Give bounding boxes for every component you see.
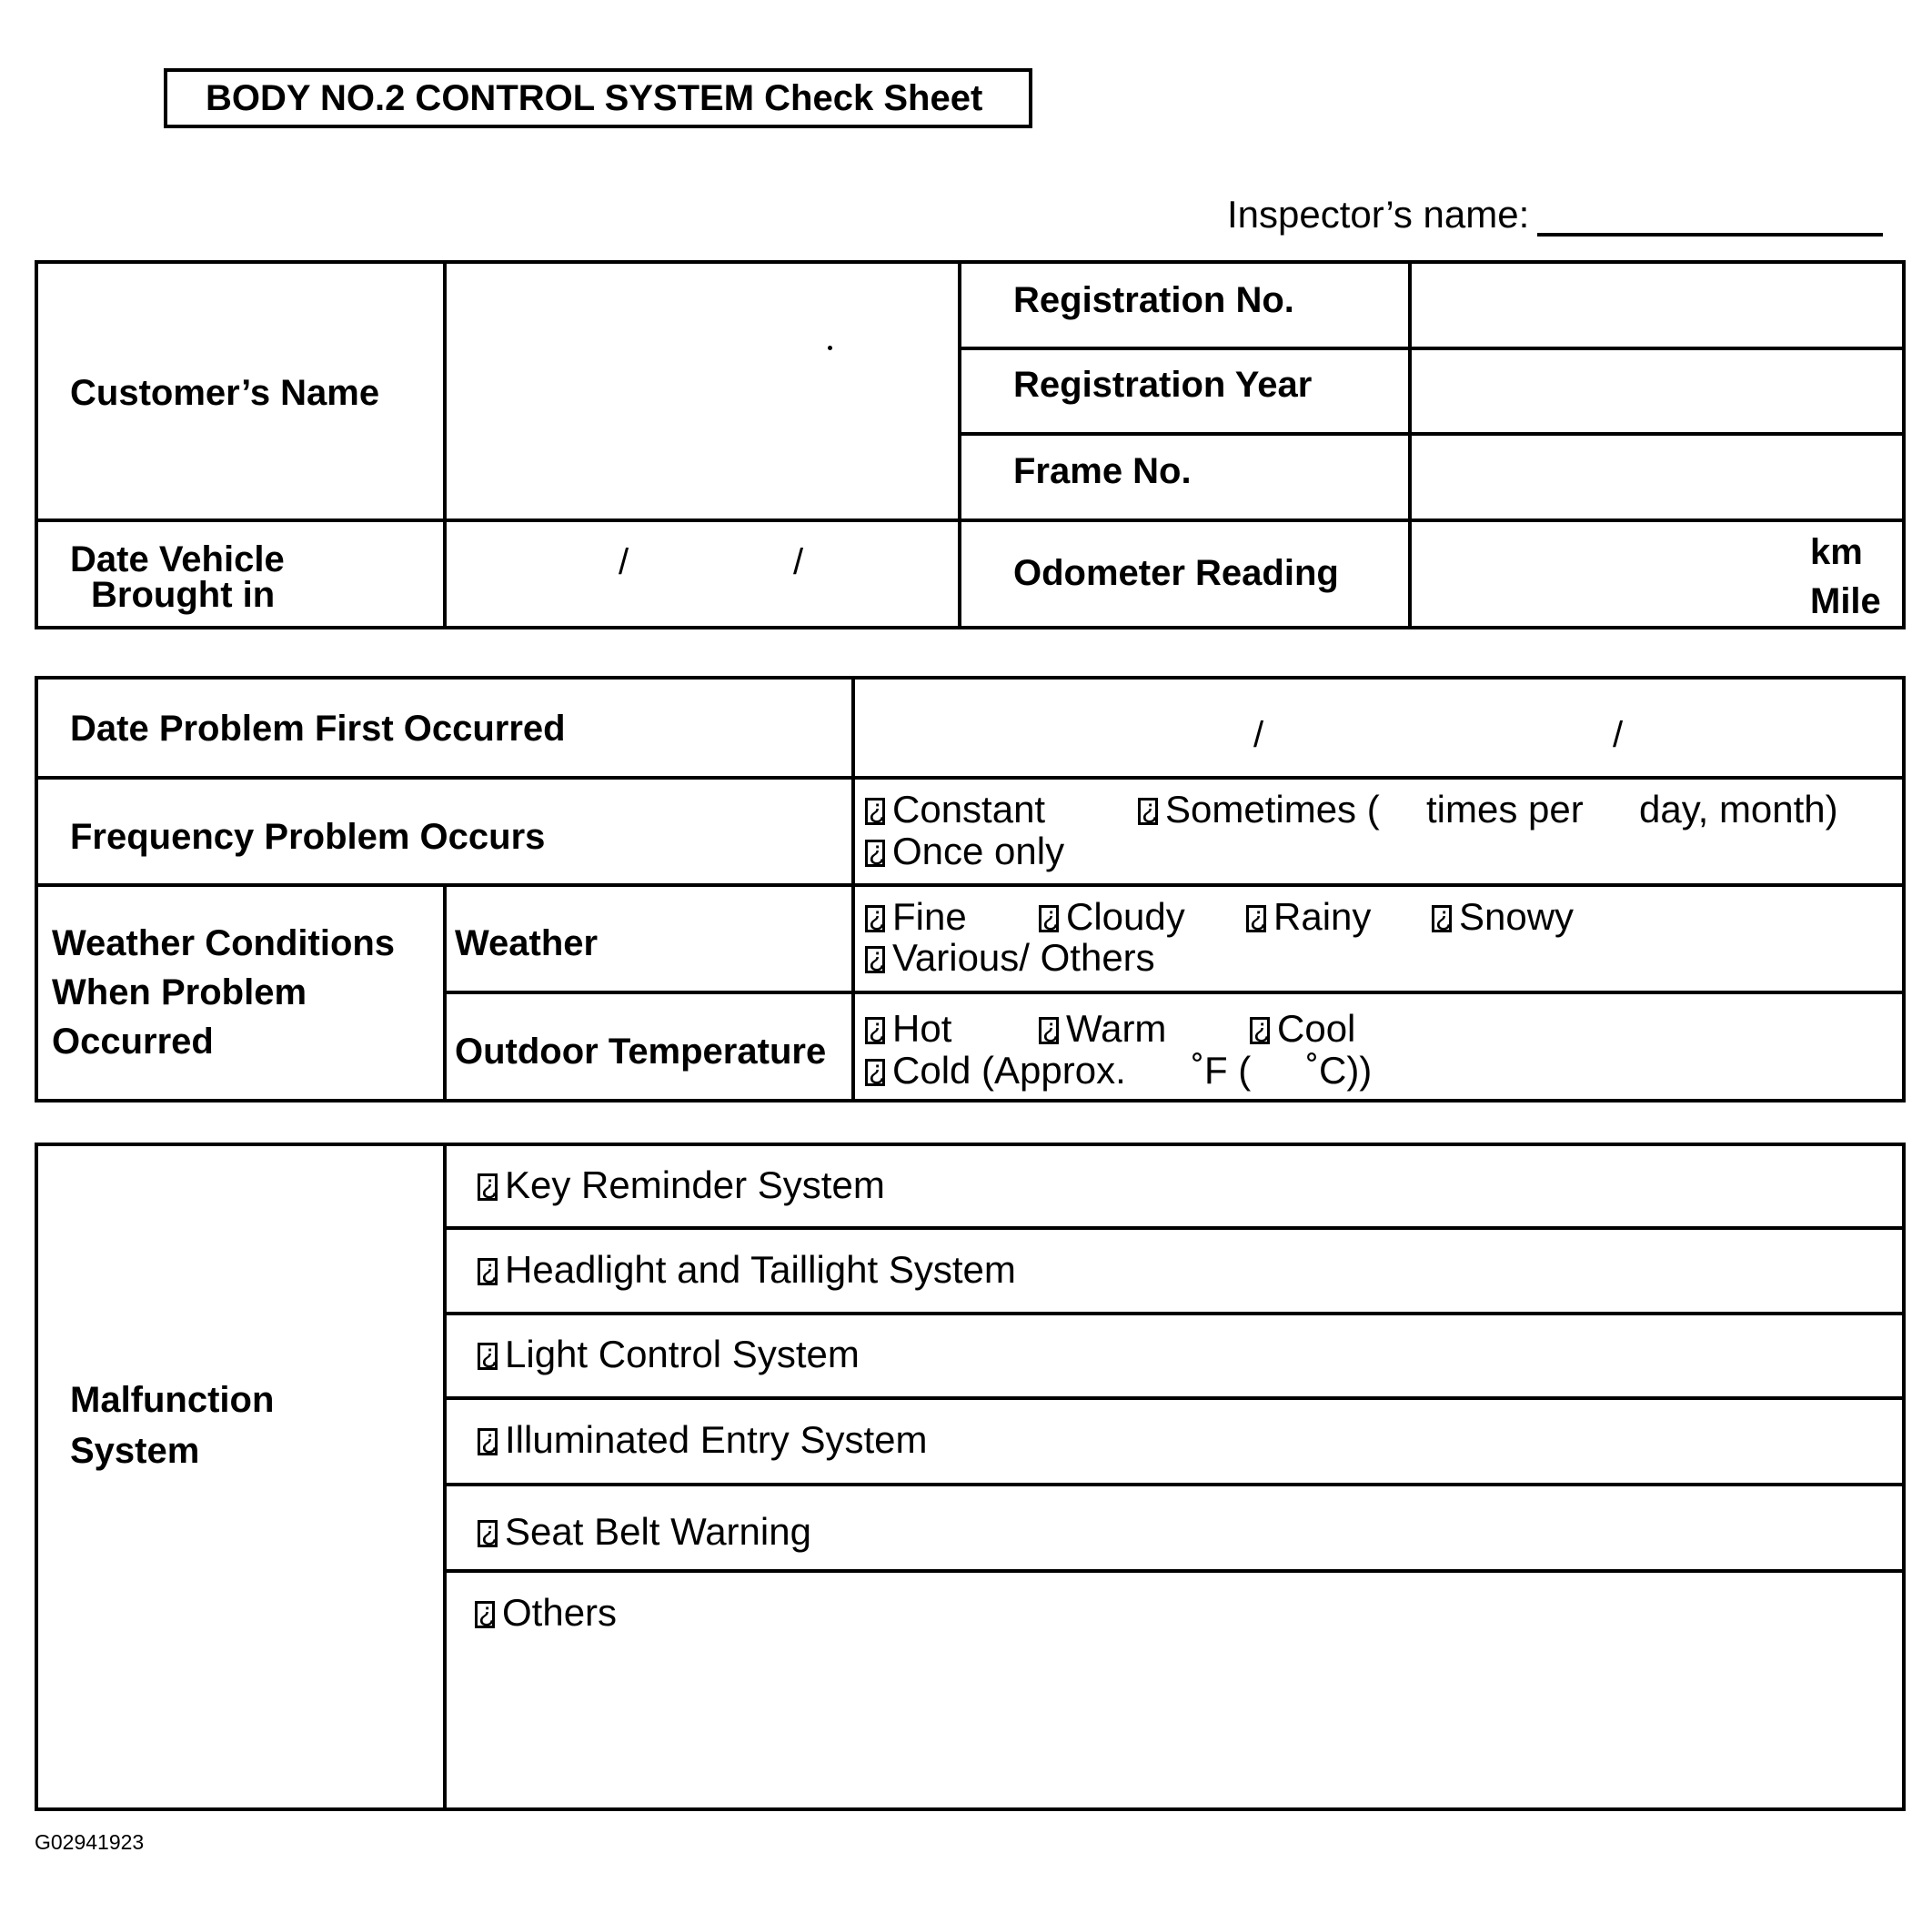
checkbox-icon — [478, 1428, 498, 1455]
option-sometimes[interactable]: ¿ Sometimes ( — [1138, 789, 1380, 831]
customer-name-label: Customer’s Name — [70, 373, 380, 413]
temperature-fahrenheit-text: ˚F ( — [1192, 1049, 1252, 1092]
option-constant[interactable]: ¿Constant — [865, 789, 1045, 831]
date-first-occurred-field[interactable] — [856, 680, 1902, 775]
option-once-only[interactable]: ¿Once only — [865, 831, 1064, 872]
frequency-label: Frequency Problem Occurs — [70, 817, 546, 857]
checkbox-icon — [478, 1343, 498, 1370]
option-hot[interactable]: ¿Hot — [865, 1008, 951, 1050]
checkbox-icon — [865, 798, 885, 825]
inspector-name-field[interactable] — [1537, 233, 1883, 237]
option-snowy[interactable]: ¿ Snowy — [1432, 896, 1574, 938]
checkbox-icon — [478, 1258, 498, 1285]
date-brought-label-line2: Brought in — [91, 575, 276, 615]
frequency-times-per-text: times per — [1426, 788, 1584, 831]
frame-no-label: Frame No. — [1013, 451, 1192, 491]
option-illuminated-entry-system[interactable]: ¿Illuminated Entry System — [478, 1419, 928, 1461]
checkbox-icon — [1039, 1017, 1059, 1044]
date-brought-separator-2: / — [793, 542, 804, 582]
date-brought-label-line1: Date Vehicle — [70, 539, 285, 579]
odometer-unit-km: km — [1810, 532, 1863, 572]
registration-no-field[interactable] — [1413, 264, 1902, 346]
weather-group-label-line2: When Problem — [52, 972, 307, 1012]
date-brought-separator-1: / — [619, 542, 629, 582]
odometer-label: Odometer Reading — [1013, 553, 1339, 593]
option-various-others[interactable]: ¿Various/ Others — [865, 937, 1155, 979]
checkbox-icon — [478, 1173, 498, 1201]
checkbox-icon — [865, 840, 885, 867]
date-first-occurred-label: Date Problem First Occurred — [70, 709, 566, 749]
option-cool[interactable]: ¿ Cool — [1250, 1008, 1355, 1050]
checkbox-icon — [1138, 798, 1158, 825]
checkbox-icon — [865, 905, 885, 932]
frame-no-field[interactable] — [1413, 437, 1902, 518]
option-cold[interactable]: ¿Cold (Approx. — [865, 1050, 1126, 1092]
weather-group-label-line1: Weather Conditions — [52, 923, 396, 963]
checkbox-icon — [1039, 905, 1059, 932]
option-seat-belt-warning[interactable]: ¿Seat Belt Warning — [478, 1511, 811, 1553]
customer-name-field[interactable] — [448, 264, 957, 519]
checkbox-icon — [478, 1520, 498, 1547]
others-notes-field[interactable] — [450, 1637, 1902, 1807]
temperature-celsius-text: ˚C)) — [1306, 1049, 1373, 1092]
malfunction-label-line2: System — [70, 1431, 200, 1471]
registration-year-label: Registration Year — [1013, 365, 1313, 405]
date-first-separator-1: / — [1253, 715, 1264, 755]
weather-label: Weather — [455, 923, 599, 963]
odometer-unit-mile: Mile — [1810, 581, 1881, 621]
inspector-name-label: Inspector’s name: — [1227, 193, 1530, 236]
checkbox-icon — [475, 1601, 495, 1628]
sheet-title: BODY NO.2 CONTROL SYSTEM Check Sheet — [164, 68, 1032, 128]
date-brought-field[interactable] — [448, 523, 957, 627]
option-key-reminder-system[interactable]: ¿Key Reminder System — [478, 1164, 885, 1206]
outdoor-temperature-label: Outdoor Temperature — [455, 1032, 827, 1072]
checkbox-icon — [1250, 1017, 1270, 1044]
option-fine[interactable]: ¿Fine — [865, 896, 967, 938]
malfunction-label-line1: Malfunction — [70, 1380, 275, 1420]
checkbox-icon — [1432, 905, 1452, 932]
checkbox-icon — [865, 1017, 885, 1044]
frequency-day-month-text: day, month) — [1639, 788, 1838, 831]
stray-dot — [828, 346, 832, 350]
date-first-separator-2: / — [1613, 715, 1624, 755]
checkbox-icon — [865, 1059, 885, 1086]
option-others[interactable]: ¿Others — [475, 1592, 617, 1634]
option-warm[interactable]: ¿ Warm — [1039, 1008, 1166, 1050]
odometer-field[interactable] — [1413, 523, 1795, 627]
registration-no-label: Registration No. — [1013, 280, 1294, 320]
checkbox-icon — [865, 946, 885, 973]
figure-id: G02941923 — [35, 1830, 145, 1854]
option-light-control-system[interactable]: ¿Light Control System — [478, 1334, 860, 1375]
option-cloudy[interactable]: ¿ Cloudy — [1039, 896, 1185, 938]
checkbox-icon — [1246, 905, 1266, 932]
registration-year-field[interactable] — [1413, 351, 1902, 431]
option-headlight-taillight-system[interactable]: ¿Headlight and Taillight System — [478, 1249, 1016, 1291]
weather-group-label-line3: Occurred — [52, 1022, 214, 1062]
option-rainy[interactable]: ¿ Rainy — [1246, 896, 1371, 938]
